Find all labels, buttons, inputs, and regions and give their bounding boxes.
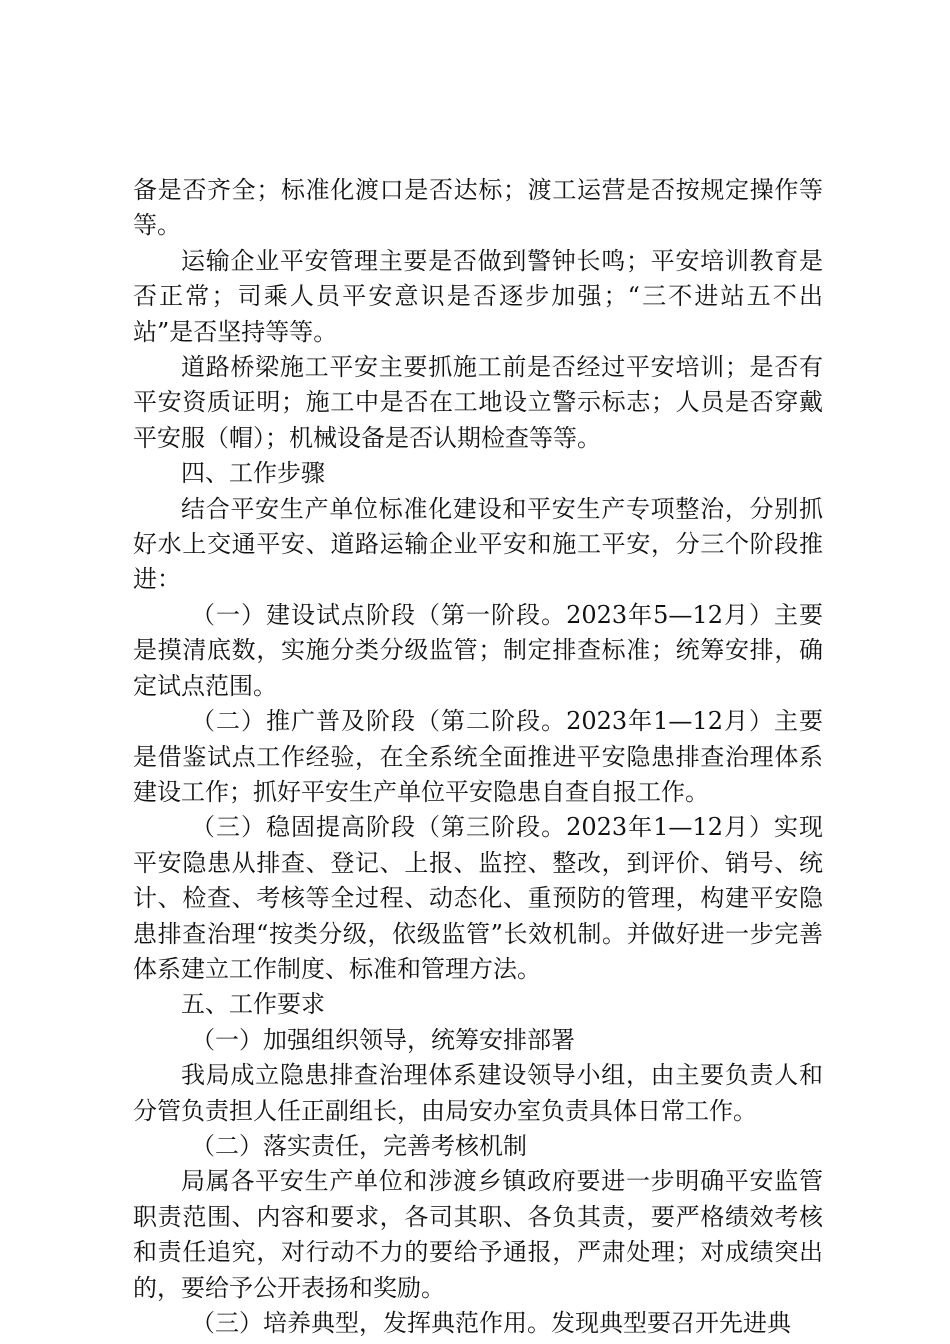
paragraph-three-stages: 结合平安生产单位标准化建设和平安生产专项整治，分别抓好水上交通平安、道路运输企业平安和施工平安，分三个阶段推进： (133, 494, 823, 594)
paragraph-stage-one: （一）建设试点阶段（第一阶段。2023年5—12月）主要是摸清底数，实施分类分级监管；制定排查标准；统筹安排，确定试点范围。 (133, 600, 823, 700)
paragraph-transport-enterprise: 运输企业平安管理主要是否做到警钟长鸣；平安培训教育是否正常；司乘人员平安意识是否逐步加强；“三不进站五不出站”是否坚持等等。 (133, 246, 823, 346)
subheading-responsibility: （二）落实责任，完善考核机制 (191, 1131, 527, 1160)
heading-work-requirements: 五、工作要求 (181, 990, 325, 1019)
subheading-organization: （一）加强组织领导，统筹安排部署 (191, 1025, 575, 1054)
paragraph-stage-three: （三）稳固提高阶段（第三阶段。2023年1—12月）实现平安隐患从排查、登记、上报、监控、整改，到评价、销号、统计、检查、考核等全过程、动态化、重预防的管理，构建平安隐患排查治理“按类分级，依级监管”长效机制。并做好进一步完善体系建立工作制度、标准和管理方法。 (133, 813, 823, 983)
paragraph-stage-two: （二）推广普及阶段（第二阶段。2023年1—12月）主要是借鉴试点工作经验，在全系统全面推进平安隐患排查治理体系建设工作；抓好平安生产单位平安隐患自查自报工作。 (133, 707, 823, 806)
paragraph-leadership-group: 我局成立隐患排查治理体系建设领导小组，由主要负责人和分管负责担人任正副组长，由局安办室负责具体日常工作。 (133, 1061, 823, 1125)
document-body (133, 173, 823, 1341)
subheading-models: （三）培养典型，发挥典范作用。发现典型要召开先进典 (191, 1309, 791, 1337)
paragraph-road-bridge-construction: 道路桥梁施工平安主要抓施工前是否经过平安培训；是否有平安资质证明；施工中是否在工地设立警示标志；人员是否穿戴平安服（帽）；机械设备是否认期检查等等。 (133, 353, 823, 452)
heading-work-steps: 四、工作步骤 (181, 459, 325, 488)
paragraph-responsibility-details: 局属各平安生产单位和涉渡乡镇政府要进一步明确平安监管职责范围、内容和要求，各司其职、各负其责，要严格绩效考核和责任追究，对行动不力的要给予通报，严肃处理；对成绩突出的，要给予公开表扬和奖励。 (133, 1167, 823, 1302)
paragraph-equipment-check: 备是否齐全；标准化渡口是否达标；渡工运营是否按规定操作等等。 (133, 176, 823, 240)
